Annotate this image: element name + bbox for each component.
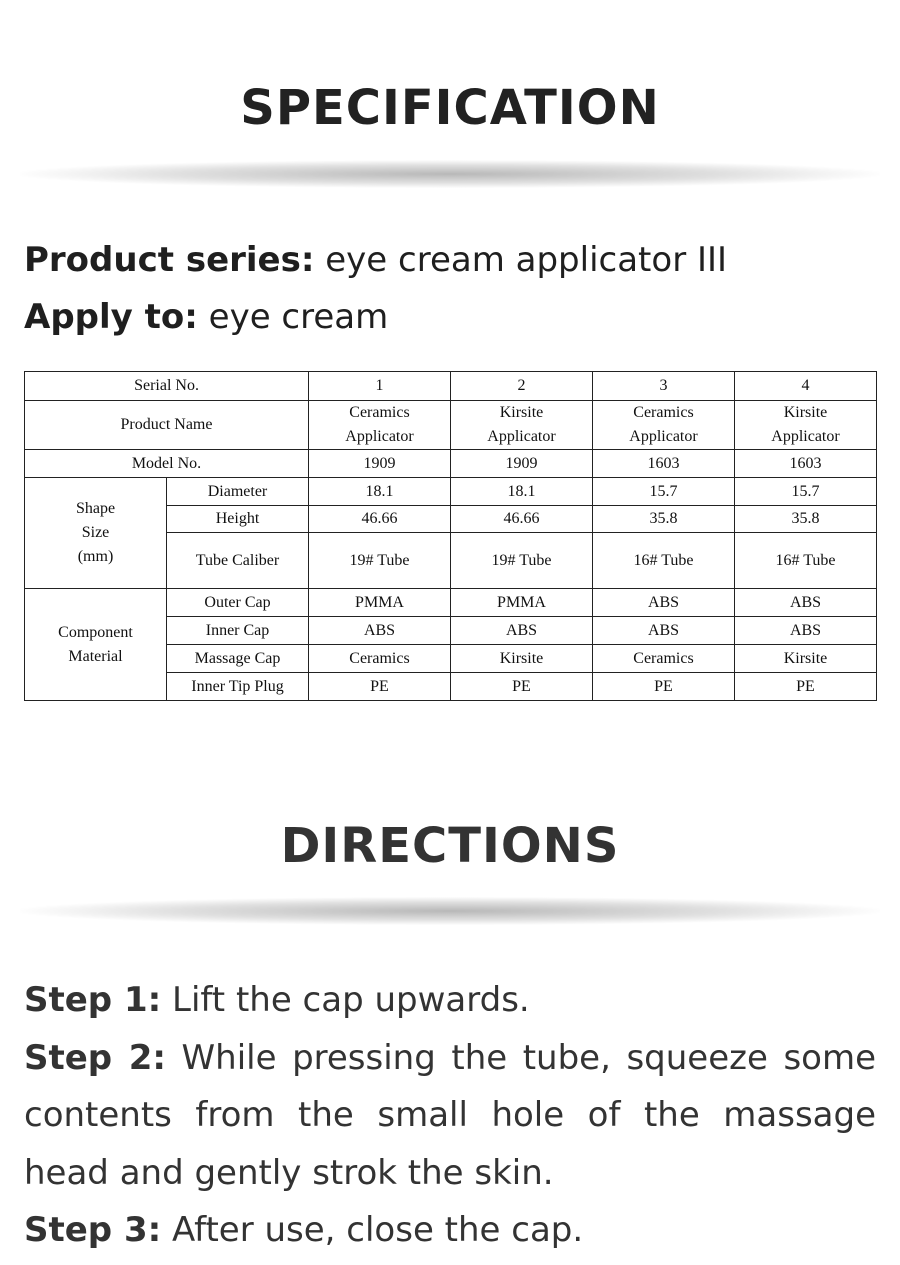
step-3 (24, 1202, 876, 1260)
specification-heading: SPECIFICATION (240, 80, 660, 136)
value-cell: 35.8 (735, 506, 877, 533)
value-cell: ABS (735, 589, 877, 617)
value-cell: 46.66 (309, 506, 451, 533)
group-label-line: Shape (75, 500, 116, 517)
product-series-line (24, 240, 727, 280)
model-cell: 1603 (593, 450, 735, 478)
group-label-line: Component (58, 623, 133, 641)
value-cell: Ceramics (309, 645, 451, 673)
row-label-cell: Tube Caliber (167, 533, 309, 589)
value-cell: ABS (309, 617, 451, 645)
section-divider-shadow (20, 897, 880, 925)
serial-cell: 1 (309, 372, 451, 401)
product-name-line: Applicator (629, 428, 698, 445)
product-name-line: Ceramics (349, 404, 410, 421)
apply-to-label: Apply to: (24, 297, 198, 337)
directions-heading: DIRECTIONS (280, 818, 620, 874)
table-row-product-name (25, 401, 877, 450)
step-text: After use, close the cap. (172, 1210, 584, 1250)
component-material-group-cell (25, 589, 167, 701)
product-name-line: Kirsite (783, 404, 828, 421)
group-label-line: Material (68, 647, 123, 665)
value-cell: 35.8 (593, 506, 735, 533)
value-cell: Ceramics (593, 645, 735, 673)
value-cell: 19# Tube (309, 533, 451, 589)
value-cell: 15.7 (593, 478, 735, 506)
value-cell: ABS (451, 617, 593, 645)
product-name-line: Ceramics (633, 404, 694, 421)
value-cell: ABS (735, 617, 877, 645)
serial-cell: 2 (451, 372, 593, 401)
value-cell: PMMA (451, 589, 593, 617)
step-label: Step 3: (24, 1210, 162, 1250)
row-label-cell: Massage Cap (167, 645, 309, 673)
table-row-diameter (25, 478, 877, 506)
serial-label-cell: Serial No. (25, 372, 309, 401)
directions-steps (24, 972, 876, 1260)
value-cell: 18.1 (309, 478, 451, 506)
value-cell: 16# Tube (593, 533, 735, 589)
value-cell: PE (593, 673, 735, 701)
value-cell: PE (309, 673, 451, 701)
model-cell: 1603 (735, 450, 877, 478)
value-cell: 18.1 (451, 478, 593, 506)
apply-to-line (24, 297, 388, 337)
value-cell: 19# Tube (451, 533, 593, 589)
value-cell: 15.7 (735, 478, 877, 506)
step-text: Lift the cap upwards. (172, 980, 530, 1020)
value-cell: 16# Tube (735, 533, 877, 589)
model-label-cell: Model No. (25, 450, 309, 478)
value-cell: 46.66 (451, 506, 593, 533)
row-label-cell: Diameter (167, 478, 309, 506)
model-cell: 1909 (309, 450, 451, 478)
product-name-cell (451, 401, 593, 450)
row-label-cell: Outer Cap (167, 589, 309, 617)
step-2 (24, 1030, 876, 1203)
value-cell: PMMA (309, 589, 451, 617)
value-cell: Kirsite (735, 645, 877, 673)
group-label-line: Size (81, 524, 110, 541)
group-label-line: (mm) (77, 548, 114, 565)
step-text: While pressing the tube, squeeze some contents from the small hole of the massage head and gently strok the skin. (24, 1037, 876, 1193)
step-label: Step 1: (24, 980, 162, 1020)
apply-to-value: eye cream (208, 297, 389, 337)
value-cell: ABS (593, 589, 735, 617)
product-name-cell (309, 401, 451, 450)
step-1 (24, 972, 876, 1030)
table-row-outer-cap (25, 589, 877, 617)
value-cell: Kirsite (451, 645, 593, 673)
value-cell: PE (451, 673, 593, 701)
product-name-cell (593, 401, 735, 450)
row-label-cell: Height (167, 506, 309, 533)
section-divider-shadow (20, 160, 880, 188)
step-label: Step 2: (24, 1037, 166, 1078)
model-cell: 1909 (451, 450, 593, 478)
serial-cell: 3 (593, 372, 735, 401)
shape-size-group-cell (25, 478, 167, 589)
row-label-cell: Inner Cap (167, 617, 309, 645)
table-row-serial (25, 372, 877, 401)
product-name-cell (735, 401, 877, 450)
table-row-model (25, 450, 877, 478)
product-name-label-cell: Product Name (25, 401, 309, 450)
product-name-line: Applicator (487, 428, 556, 445)
value-cell: ABS (593, 617, 735, 645)
product-name-line: Kirsite (499, 404, 544, 421)
value-cell: PE (735, 673, 877, 701)
serial-cell: 4 (735, 372, 877, 401)
product-series-label: Product series: (24, 240, 315, 280)
specification-table (24, 371, 877, 701)
product-series-value: eye cream applicator III (325, 240, 728, 280)
product-name-line: Applicator (771, 428, 840, 445)
row-label-cell: Inner Tip Plug (167, 673, 309, 701)
product-name-line: Applicator (345, 428, 414, 445)
